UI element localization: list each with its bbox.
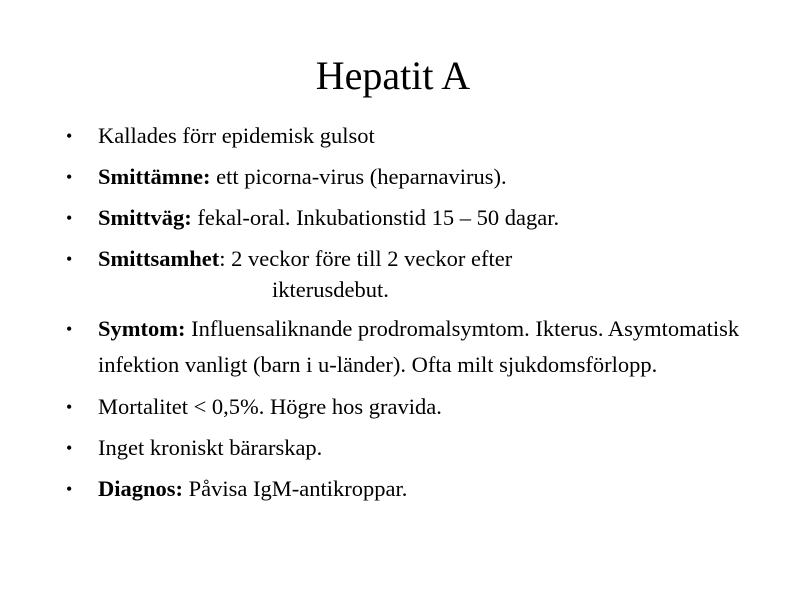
bullet-label: Smittsamhet <box>98 246 220 271</box>
bullet-text: Påvisa IgM-antikroppar. <box>183 476 408 501</box>
bullet-text: ett picorna-virus (heparnavirus). <box>210 164 507 189</box>
bullet-dot-icon: • <box>66 438 73 458</box>
bullet-dot-icon: • <box>66 249 73 269</box>
bullet-text: Kallades förr epidemisk gulsot <box>98 123 375 148</box>
bullet-text: Mortalitet < 0,5%. Högre hos gravida. <box>98 394 442 419</box>
bullet-dot-icon: • <box>66 397 73 417</box>
bullet-text: Inget kroniskt bärarskap. <box>98 435 323 460</box>
bullet-label: Diagnos: <box>98 476 184 501</box>
bullet-item <box>66 160 766 194</box>
bullet-item <box>66 311 766 383</box>
bullet-label: Symtom: <box>98 316 186 341</box>
bullet-item <box>66 242 766 304</box>
bullet-item <box>66 390 766 424</box>
slide-title: Hepatit A <box>315 53 471 98</box>
bullet-label: Smittväg: <box>98 205 192 230</box>
bullet-item <box>66 201 766 235</box>
bullet-list <box>66 119 766 513</box>
bullet-dot-icon: • <box>66 126 73 146</box>
bullet-label: Smittämne: <box>98 164 211 189</box>
bullet-dot-icon: • <box>66 208 73 228</box>
bullet-text: fekal-oral. Inkubationstid 15 – 50 dagar. <box>191 205 560 230</box>
bullet-text: : 2 veckor före till 2 veckor efter <box>219 246 513 271</box>
bullet-continuation: ikterusdebut. <box>272 277 389 302</box>
bullet-item <box>66 472 766 506</box>
bullet-item <box>66 119 766 153</box>
bullet-text: Influensaliknande prodromalsymtom. Ikterus. Asymtomatisk infektion vanligt (barn i u-länder). Ofta milt sjukdomsförlopp. <box>98 316 740 377</box>
bullet-item <box>66 431 766 465</box>
bullet-dot-icon: • <box>66 479 73 499</box>
bullet-dot-icon: • <box>66 167 73 187</box>
bullet-dot-icon: • <box>66 319 73 339</box>
